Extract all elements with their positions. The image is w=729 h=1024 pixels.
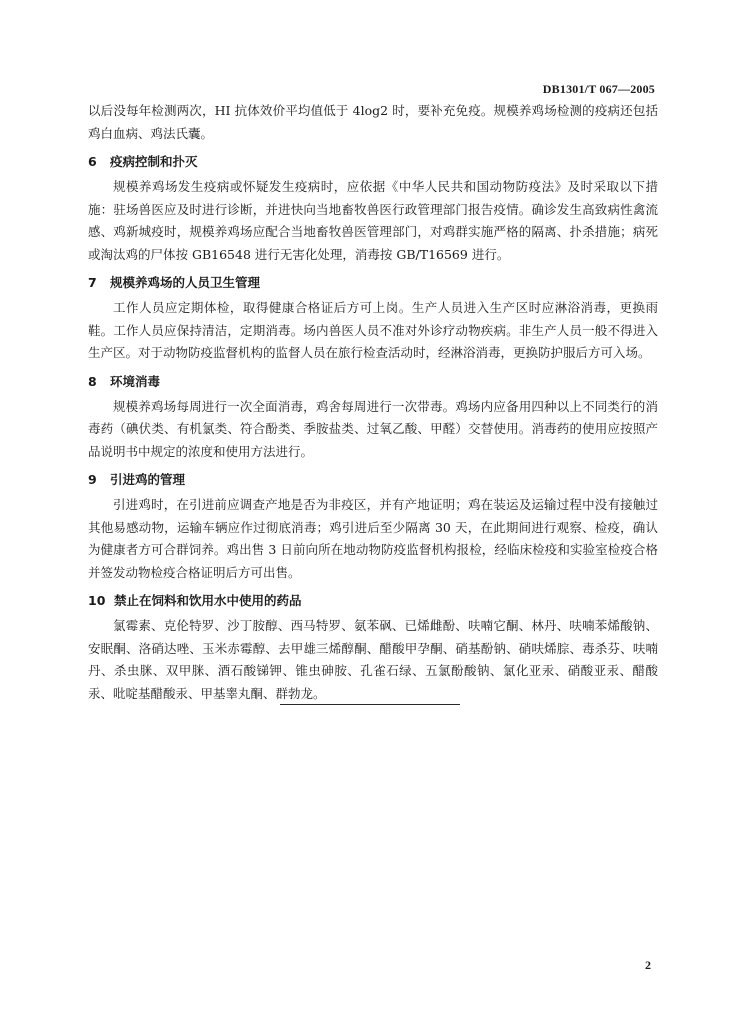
section-title: 禁止在饲料和饮用水中使用的药品 xyxy=(114,593,302,608)
end-rule xyxy=(280,704,460,705)
page-number: 2 xyxy=(645,958,651,972)
section-heading xyxy=(88,590,658,612)
section-title: 规模养鸡场的人员卫生管理 xyxy=(110,275,261,290)
section-paragraph: 规模养鸡场每周进行一次全面消毒，鸡舍每周进行一次带毒。鸡场内应备用四种以上不同类行的消毒药（碘伏类、有机氯类、符合酚类、季胺盐类、过氧乙酸、甲醛）交替使用。消毒药的使用应按照产品说明书中规定的浓度和使用方法进行。 xyxy=(88,398,658,459)
section-10 xyxy=(88,590,658,705)
section-heading xyxy=(88,272,658,294)
section-title: 疫病控制和扑灭 xyxy=(110,154,198,169)
section-7 xyxy=(88,272,658,365)
document-code: DB1301/T 067—2005 xyxy=(542,82,655,96)
section-8 xyxy=(88,371,658,464)
section-number: 6 xyxy=(88,154,97,169)
section-title: 环境消毒 xyxy=(110,373,161,389)
section-heading xyxy=(88,469,658,491)
section-9 xyxy=(88,469,658,584)
section-number: 9 xyxy=(88,472,97,487)
section-number: 8 xyxy=(88,373,97,389)
section-paragraph: 工作人员应定期体检，取得健康合格证后方可上岗。生产人员进入生产区时应淋浴消毒，更换雨鞋。工作人员应保持清洁，定期消毒。场内兽医人员不准对外诊疗动物疾病。非生产人员一般不得进入生产区。对于动物防疫监督机构的监督人员在旅行检查活动时，经淋浴消毒，更换防护服后方可入场。 xyxy=(88,300,658,360)
section-paragraph: 氯霉素、克伦特罗、沙丁胺醇、西马特罗、氨苯砜、已烯雌酚、呋喃它酮、林丹、呋喃苯烯酸钠、安眠酮、洛硝达唑、玉米赤霉醇、去甲雄三烯醇酮、醋酸甲孕酮、硝基酚钠、硝呋烯腙、毒杀芬、呋喃丹、杀虫脒、双甲脒、酒石酸锑钾、锥虫砷胺、孔雀石绿、五氯酚酸钠、氯化亚汞、硝酸亚汞、醋酸汞、吡啶基醋酸汞、甲基睾丸酮、群勃龙。 xyxy=(88,618,658,701)
section-heading xyxy=(88,371,658,393)
section-heading xyxy=(88,151,658,173)
section-paragraph: 引进鸡时，在引进前应调查产地是否为非疫区，并有产地证明；鸡在装运及运输过程中没有接触过其他易感动物，运输车辆应作过彻底消毒；鸡引进后至少隔离 30 天，在此期间进行观察、检疫，确认为健康者方可合群饲养。鸡出售 3 日前向所在地动物防疫监督机构报检，经临床检疫和实验室检疫合格并签发动物检疫合格证明后方可出售。 xyxy=(88,497,658,580)
document-body xyxy=(88,100,658,705)
continuation-paragraph: 以后没每年检测两次，HI 抗体效价平均值低于 4log2 时，要补充免疫。规模养鸡场检测的疫病还包括鸡白血病、鸡法氏囊。 xyxy=(88,103,658,141)
section-paragraph: 规模养鸡场发生疫病或怀疑发生疫病时，应依据《中华人民共和国动物防疫法》及时采取以下措施：驻场兽医应及时进行诊断，并进快向当地畜牧兽医行政管理部门报告疫情。确诊发生高致病性禽流感、鸡新城疫时，规模养鸡场应配合当地畜牧兽医管理部门，对鸡群实施严格的隔离、扑杀措施；病死或淘汰鸡的尸体按 GB16548 进行无害化处理，消毒按 GB/T16569 进行。 xyxy=(88,179,658,262)
section-title: 引进鸡的管理 xyxy=(110,472,186,487)
section-number: 10 xyxy=(88,593,106,608)
section-6 xyxy=(88,151,658,266)
section-number: 7 xyxy=(88,275,97,290)
